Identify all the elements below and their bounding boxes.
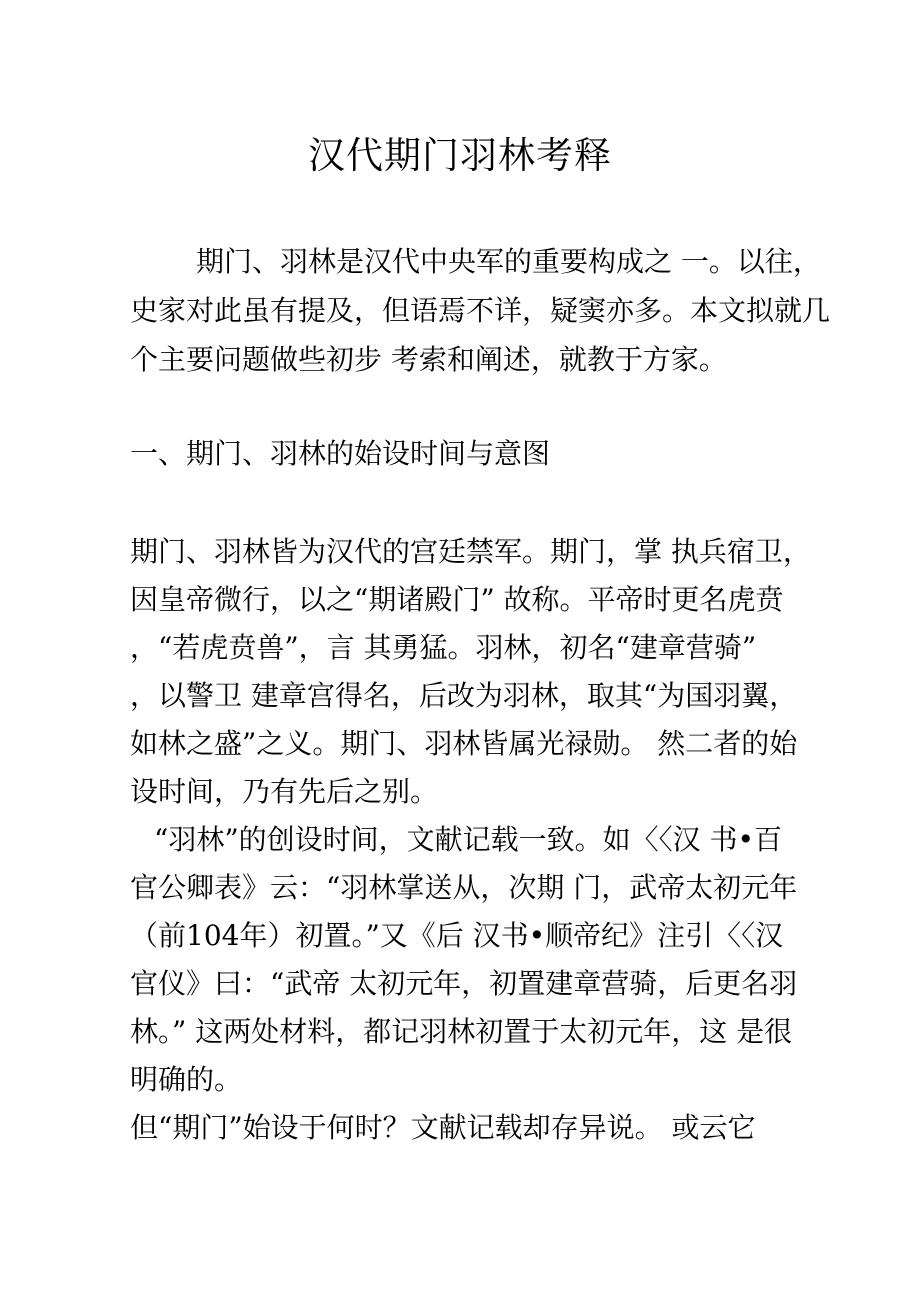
paragraph-line: 如林之盛”之义。期门、羽林皆属光禄勋。 然二者的始 bbox=[130, 727, 798, 760]
section-heading: 一、期门、羽林的始设时间与意图 bbox=[130, 437, 551, 470]
paragraph-line: 林。” 这两处材料，都记羽林初置于太初元年，这 是很 bbox=[130, 1015, 793, 1048]
intro-line: 个主要问题做些初步 考索和阐述，就教于方家。 bbox=[130, 343, 727, 376]
paragraph-line: 因皇帝微行，以之“期诸殿门” 故称。平帝时更名虎贲 bbox=[130, 583, 784, 616]
document-title: 汉代期门羽林考释 bbox=[308, 134, 612, 177]
paragraph-line: 官公卿表》云：“羽林掌送从，次期 门，武帝太初元年 bbox=[130, 871, 798, 904]
paragraph-line: 但“期门”始设于何时？文献记载却存异说。 或云它 bbox=[130, 1111, 756, 1144]
paragraph-line: 设时间，乃有先后之别。 bbox=[130, 775, 439, 808]
paragraph-line: 官仪》曰：“武帝 太初元年，初置建章营骑，后更名羽 bbox=[130, 967, 798, 1000]
intro-line: 期门、羽林是汉代中央军的重要构成之 一。以往， bbox=[196, 245, 821, 278]
intro-line: 史家对此虽有提及，但语焉不详，疑窦亦多。本文拟就几 bbox=[130, 294, 831, 327]
paragraph-line: 明确的。 bbox=[130, 1063, 243, 1096]
paragraph-line: ，以警卫 建章宫得名，后改为羽林，取其“为国羽翼， bbox=[130, 679, 798, 712]
paragraph-line: 期门、羽林皆为汉代的宫廷禁军。期门，掌 执兵宿卫， bbox=[130, 535, 811, 568]
paragraph-line: ，“若虎贲兽”，言 其勇猛。羽林，初名“建章营骑” bbox=[130, 631, 757, 664]
paragraph-line: “羽林”的创设时间，文献记载一致。如〈〈汉 书•百 bbox=[154, 823, 783, 856]
paragraph-line: （前104年）初置。”又《后 汉书•顺帝纪》注引〈〈汉 bbox=[130, 919, 784, 952]
